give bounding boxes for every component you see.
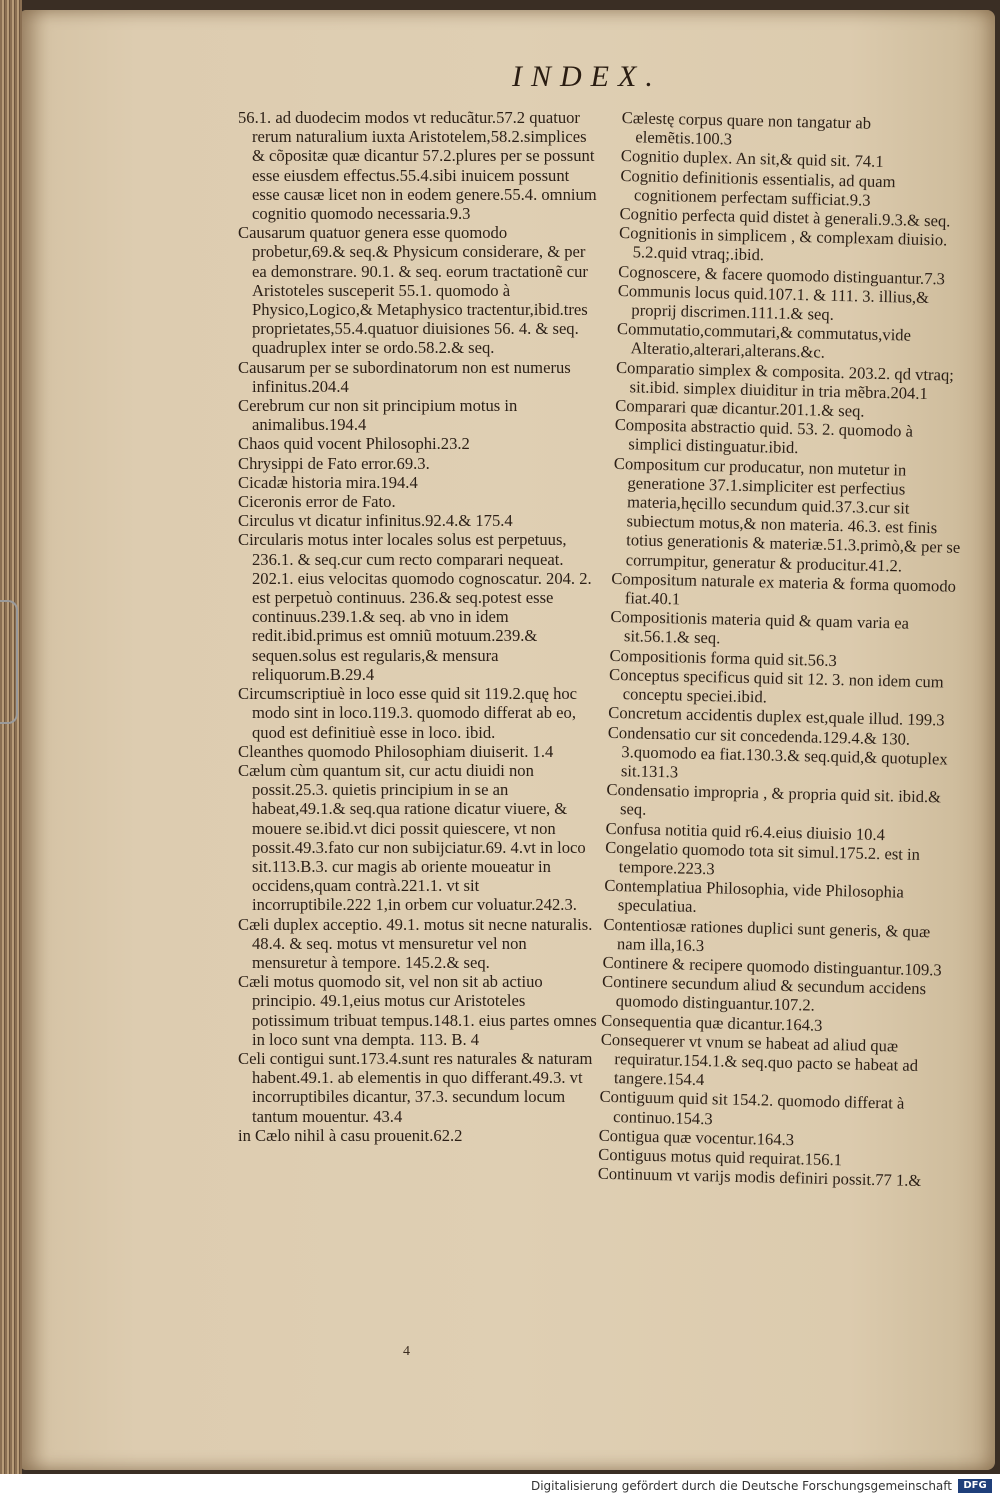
index-entry: Circulus vt dicatur infinitus.92.4.& 175.4 <box>238 511 513 531</box>
index-entry: in Cælo nihil à casu prouenit.62.2 <box>238 1125 463 1145</box>
index-entry: Congelatio quomodo tota sit simul.175.2. est in tempore.223.3 <box>605 837 921 879</box>
index-entry: Circularis motus inter locales solus est perpetuus, 236.1. & seq.cur cum recto comparari nequeat. 202.1. eius velocitas quomodo cognoscatur. 204. 2. est perpetuò continuus. 236.& seq.potest esse continuus.239.1.& seq. ab vno in idem redit.ibid.primus est omniũ motuum.239.& sequen.solus est regularis,& mensura reliquorum.B.29.4 <box>238 530 592 684</box>
index-entry: Contiguus motus quid requirat.156.1 <box>598 1144 843 1170</box>
footer-bar <box>0 1474 1000 1498</box>
page-edges <box>0 0 22 1474</box>
index-entry: Contiguum quid sit 154.2. quomodo differat à continuo.154.3 <box>599 1087 905 1128</box>
index-header: INDEX. <box>512 60 662 93</box>
index-entry: Condensatio cur sit concedenda.129.4.& 130. 3.quomodo ea fiat.130.3.& seq.quid,& quotuplex sit.131.3 <box>607 722 948 782</box>
index-entry: Concretum accidentis duplex est,quale illud. 199.3 <box>608 703 945 730</box>
index-entry: Confusa notitia quid r6.4.eius diuisio 10.4 <box>605 818 886 844</box>
index-entry: Continuum vt varijs modis definiri possit.77 1.& <box>597 1163 922 1191</box>
index-entry: Condensatio impropria , & propria quid sit. ibid.& seq. <box>606 779 942 820</box>
page-number: 4 <box>403 1344 410 1359</box>
index-entry: Causarum per se subordinatorum non est numerus infinitus.204.4 <box>238 357 571 396</box>
index-entry: Commutatio,commutari,& commutatus,vide Alteratio,alterari,alterans.&c. <box>616 319 912 363</box>
index-entry: Cælestę corpus quare non tangatur ab elemẽtis.100.3 <box>621 108 872 149</box>
index-entry: 56.1. ad duodecim modos vt reducãtur.57.2 quatuor rerum naturalium iuxta Aristotelem,58.2.simplices & cõpositæ quæ dicantur 57.2.plures per se possunt esse eiusdem effectus.55.4.sibi inuicem possunt esse causæ licet non in eodem genere.55.4. omnium cognitio quomodo necessaria.9.3 <box>238 108 597 224</box>
index-entry: Comparatio simplex & composita. 203.2. qd vtraq; sit.ibid. simplex diuiditur in tria mẽbra.204.1 <box>615 357 955 403</box>
index-entry: Consequentia quæ dicantur.164.3 <box>601 1010 823 1035</box>
index-entry: Cleanthes quomodo Philosophiam diuiserit. 1.4 <box>238 741 554 761</box>
paper-clip <box>0 600 18 724</box>
index-entry: Contigua quæ vocentur.164.3 <box>598 1125 795 1149</box>
index-left-column <box>238 108 598 1145</box>
index-right-column <box>598 108 972 1191</box>
index-entry: Chaos quid vocent Philosophi.23.2 <box>238 434 470 454</box>
index-entry: Cæli duplex acceptio. 49.1. motus sit necne naturalis. 48.4. & seq. motus vt mensuretur vel non mensuretur à tempore. 145.2.& seq. <box>238 914 593 972</box>
index-entry: Compositionis forma quid sit.56.3 <box>609 645 837 670</box>
index-entry: Consequerer vt vnum se habeat ad aliud quæ requiratur.154.1.& seq.quo pacto se habeat ad tangere.154.4 <box>600 1029 919 1090</box>
index-entry: Causarum quatuor genera esse quomodo probetur,69.& seq.& Physicum considerare, & per ea demonstrare. 90.1. & seq. eorum tractationẽ cur Aristoteles susceperit 55.1. quomodo à Physico,Logico,& Metaphysico tractentur,ibid.tres proprietates,55.4.quatuor diuisiones 56. 4. & seq. quadruplex inter se ordo.58.2.& seq. <box>238 223 588 358</box>
index-entry: Chrysippi de Fato error.69.3. <box>238 453 430 473</box>
index-entry: Comparari quæ dicantur.201.1.& seq. <box>615 395 865 421</box>
index-entry: Cognitio duplex. An sit,& quid sit. 74.1 <box>620 146 884 172</box>
footer-credit: Digitalisierung gefördert durch die Deutsche Forschungsgemeinschaft <box>530 1479 952 1493</box>
index-entry: Cerebrum cur non sit principium motus in animalibus.194.4 <box>238 396 518 435</box>
index-entry: Continere secundum aliud & secundum accidens quomodo distinguantur.107.2. <box>601 971 927 1015</box>
index-entry: Cæli motus quomodo sit, vel non sit ab actiuo principio. 49.1,eius motus cur Aristoteles potissimum tribuat tempus.148.1. eius partes omnes in loco sunt vna dempta. 113. B. 4 <box>238 972 597 1049</box>
index-entry: Circumscriptiuè in loco esse quid sit 119.2.quę hoc modo sint in loco.119.3. quomodo differat ab eo, quod est definitiuè esse in loco. ibid. <box>238 684 578 742</box>
index-entry: Cicadæ historia mira.194.4 <box>238 472 418 492</box>
index-entry: Ciceronis error de Fato. <box>238 492 396 512</box>
index-entry: Compositum naturale ex materia & forma quomodo fiat.40.1 <box>611 568 957 609</box>
index-entry: Composita abstractio quid. 53. 2. quomodo à simplici distinguatur.ibid. <box>614 415 914 458</box>
index-entry: Communis locus quid.107.1. & 111. 3. illius,& proprij discrimen.111.1.& seq. <box>617 280 930 324</box>
index-entry: Compositum cur producatur, non mutetur in generatione 37.1.simpliciter est perfectius materia,hęcillo secundum quid.37.3.cur sit subiectum motus,& non materia. 46.3. est finis totius generationis & materiæ.51.3.primò,& per se corrumpitur, generatur & producitur.41.2. <box>613 453 961 576</box>
index-entry: Compositionis materia quid & quam varia ea sit.56.1.& seq. <box>610 607 910 648</box>
index-entry: Continere & recipere quomodo distinguantur.109.3 <box>602 952 942 980</box>
index-entry: Cognitionis in simplicem , & complexam diuisio. 5.2.quid vtraq;.ibid. <box>618 223 948 265</box>
index-entry: Celi contigui sunt.173.4.sunt res naturales & naturam habent.49.1. ab elementis in quo differant.49.3. vt incorruptibiles dicantur, 37.3. secundum locum tantum mouentur. 43.4 <box>238 1048 593 1126</box>
index-entry: Conceptus specificus quid sit 12. 3. non idem cum conceptu speciei.ibid. <box>608 664 944 707</box>
index-entry: Cælum cùm quantum sit, cur actu diuidi non possit.25.3. quietis principium in se an habeat,49.1.& seq.qua ratione dicatur viuere, & mouere se.ibid.vt dici possit quiescere, vt non possit.49.3.fato cur non subijciatur.69. 4.vt in loco sit.113.B.3. cur magis ab oriente moueatur in occidens,quam contrà.221.1. vt sit incorruptibile.222 1,in orbem cur voluatur.242.3. <box>238 760 586 915</box>
index-entry: Cognitio definitionis essentialis, ad quam cognitionem perfectam sufficiat.9.3 <box>620 165 896 210</box>
dfg-logo-icon: DFG <box>958 1479 992 1493</box>
index-entry: Cognoscere, & facere quomodo distinguantur.7.3 <box>618 261 946 288</box>
index-entry: Cognitio perfecta quid distet à generali.9.3.& seq. <box>619 203 951 231</box>
index-entry: Contentiosæ rationes duplici sunt generis, & quæ nam illa,16.3 <box>603 914 931 955</box>
index-entry: Contemplatiua Philosophia, vide Philosophia speculatiua. <box>604 875 905 917</box>
